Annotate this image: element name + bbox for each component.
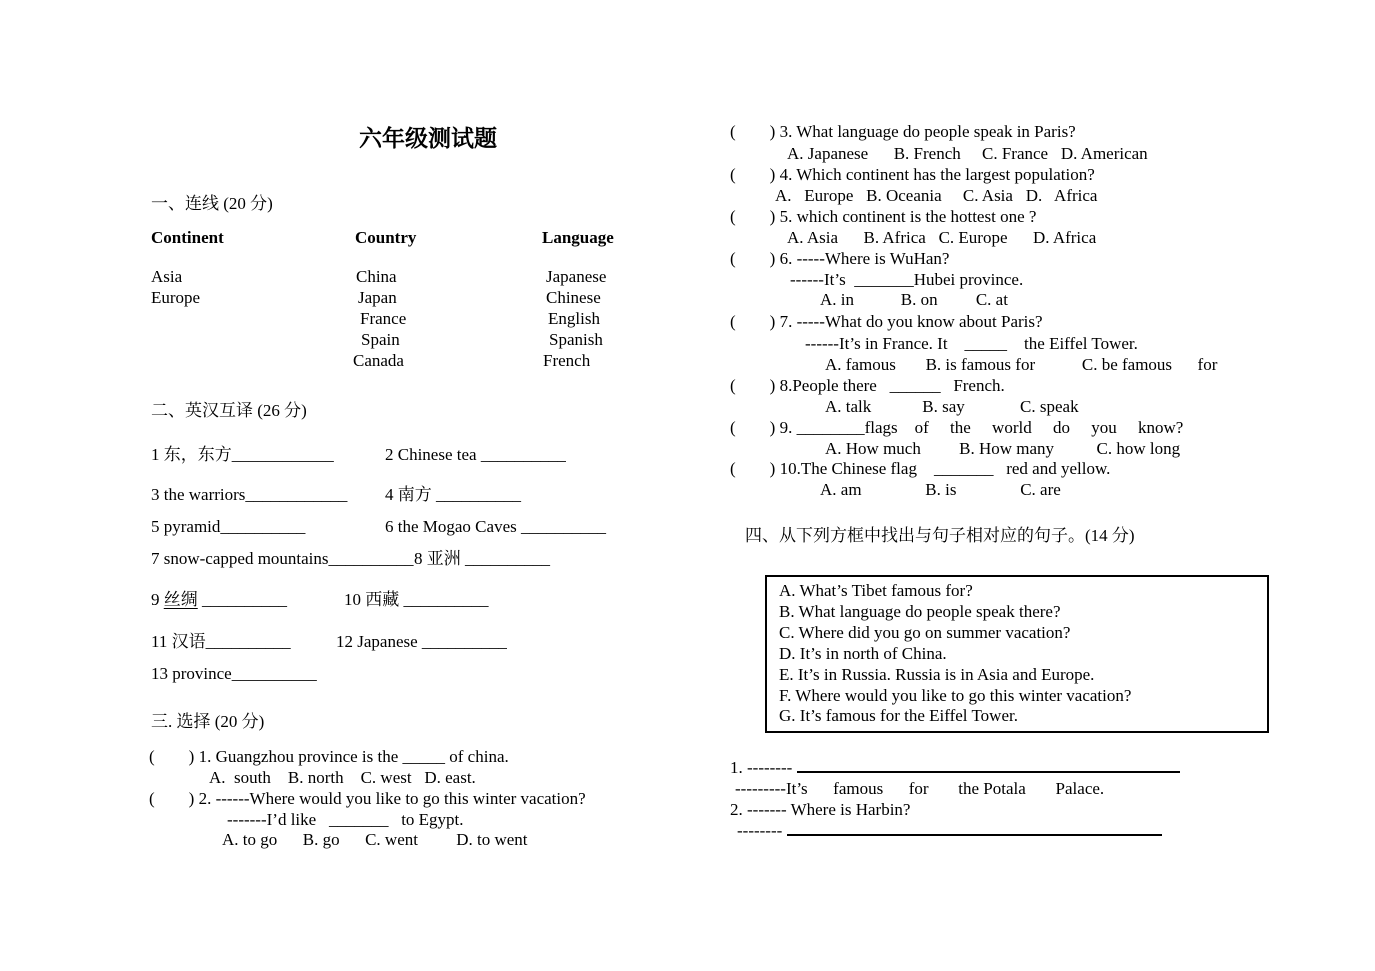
section1-header: 一、连线 (20 分) — [151, 194, 273, 213]
question-9: ( ) 9. ________flags of the world do you know? — [730, 418, 1184, 437]
answer-2-question: 2. ------- Where is Harbin? — [730, 800, 911, 819]
box-option-f: F. Where would you like to go this winter vacation? — [779, 685, 1132, 705]
translate-item-3: 3 the warriors____________ — [151, 485, 348, 504]
translate-item-7: 7 snow-capped mountains__________ — [151, 549, 414, 568]
column-header-country: Country — [355, 228, 417, 247]
question-3: ( ) 3. What language do people speak in Paris? — [730, 122, 1076, 141]
language-cell: Spanish — [549, 330, 603, 349]
question-1: ( ) 1. Guangzhou province is the _____ of china. — [149, 747, 509, 766]
continent-cell: Europe — [151, 288, 201, 307]
question-7: ( ) 7. -----What do you know about Paris? — [730, 312, 1043, 331]
question-8-options: A. talk B. say C. speak — [825, 397, 1079, 416]
question-2: ( ) 2. ------Where would you like to go this winter vacation? — [149, 789, 586, 808]
column-header-continent: Continent — [151, 228, 224, 247]
translate-item-8: 8 亚洲 __________ — [414, 549, 550, 568]
box-option-c: C. Where did you go on summer vacation? — [779, 622, 1071, 642]
box-option-b: B. What language do people speak there? — [779, 601, 1061, 621]
page-title: 六年级测试题 — [359, 126, 497, 151]
language-cell: Japanese — [546, 267, 607, 286]
question-6-reply: ------It’s _______Hubei province. — [790, 270, 1024, 289]
translate-item-5: 5 pyramid__________ — [151, 517, 306, 536]
country-cell: France — [360, 309, 407, 328]
question-4: ( ) 4. Which continent has the largest population? — [730, 165, 1095, 184]
item-9-word: 丝绸 — [163, 590, 198, 609]
continent-cell: Asia — [151, 267, 183, 286]
question-6: ( ) 6. -----Where is WuHan? — [730, 249, 950, 268]
translate-item-9 — [151, 589, 287, 610]
question-1-options: A. south B. north C. west D. east. — [209, 768, 476, 787]
question-10: ( ) 10.The Chinese flag _______ red and yellow. — [730, 459, 1111, 478]
box-option-d: D. It’s in north of China. — [779, 643, 947, 663]
item-9-blank: __________ — [197, 590, 287, 609]
answer-2-blank-line — [787, 820, 1162, 836]
language-cell: Chinese — [546, 288, 601, 307]
translate-item-11: 11 汉语__________ — [151, 632, 291, 651]
country-cell: Japan — [358, 288, 397, 307]
answer-2-prefix: -------- — [737, 821, 787, 840]
item-9-number: 9 — [151, 590, 164, 609]
answer-1-reply: ---------It’s famous for the Potala Palace. — [735, 779, 1105, 798]
language-cell: French — [543, 351, 591, 370]
country-cell: China — [356, 267, 397, 286]
translate-item-13: 13 province__________ — [151, 664, 317, 683]
answer-1-blank-line — [797, 757, 1180, 773]
question-2-reply: -------I’d like _______ to Egypt. — [227, 810, 464, 829]
question-4-options: A. Europe B. Oceania C. Asia D. Africa — [775, 186, 1098, 205]
box-option-g: G. It’s famous for the Eiffel Tower. — [779, 706, 1018, 726]
translate-item-10: 10 西藏 __________ — [344, 590, 489, 609]
question-7-reply: ------It’s in France. It _____ the Eiffel Tower. — [805, 334, 1138, 353]
country-cell: Spain — [361, 330, 400, 349]
section2-header: 二、英汉互译 (26 分) — [151, 401, 307, 420]
question-6-options: A. in B. on C. at — [820, 290, 1008, 309]
translate-item-1: 1 东，东方____________ — [151, 445, 334, 464]
question-5-options: A. Asia B. Africa C. Europe D. Africa — [787, 228, 1097, 247]
question-7-options: A. famous B. is famous for C. be famous for — [825, 355, 1218, 374]
answer-1-prefix: 1. -------- — [730, 758, 797, 777]
box-option-e: E. It’s in Russia. Russia is in Asia and Europe. — [779, 664, 1095, 684]
section3-header: 三. 选择 (20 分) — [151, 712, 265, 731]
translate-item-4: 4 南方 __________ — [385, 485, 521, 504]
translate-item-6: 6 the Mogao Caves __________ — [385, 517, 606, 536]
column-header-language: Language — [542, 228, 614, 247]
section4-header: 四、从下列方框中找出与句子相对应的句子。(14 分) — [745, 526, 1135, 545]
question-5: ( ) 5. which continent is the hottest one ? — [730, 207, 1037, 226]
question-9-options: A. How much B. How many C. how long — [825, 439, 1181, 458]
answer-1 — [730, 757, 1180, 778]
answer-2 — [737, 820, 1162, 841]
question-10-options: A. am B. is C. are — [820, 480, 1061, 499]
question-2-options: A. to go B. go C. went D. to went — [222, 830, 528, 849]
translate-item-12: 12 Japanese __________ — [336, 632, 507, 651]
country-cell: Canada — [353, 351, 404, 370]
question-8: ( ) 8.People there ______ French. — [730, 376, 1005, 395]
question-3-options: A. Japanese B. French C. France D. American — [787, 144, 1148, 163]
language-cell: English — [548, 309, 600, 328]
sentence-options-box — [765, 575, 1269, 733]
translate-item-2: 2 Chinese tea __________ — [385, 445, 566, 464]
box-option-a: A. What’s Tibet famous for? — [779, 581, 973, 600]
